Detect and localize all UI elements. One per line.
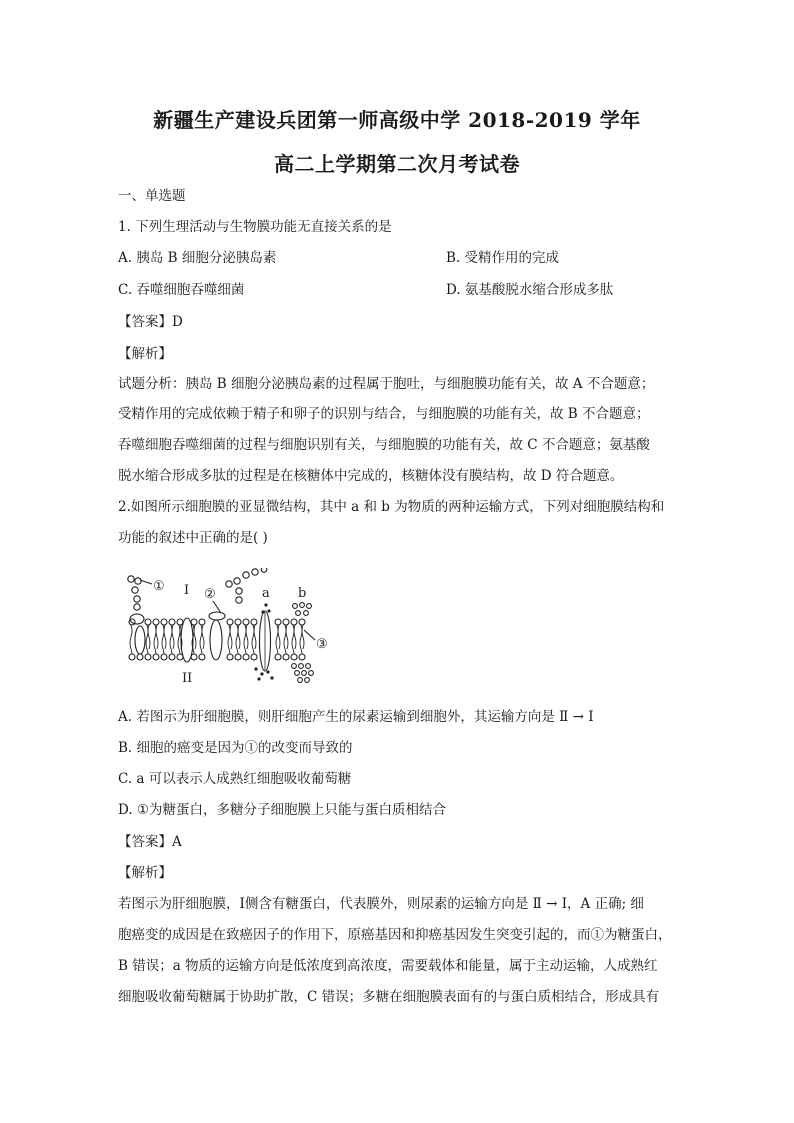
lipid-bilayer (129, 619, 305, 660)
q1-analysis-label: 【解析】 (118, 346, 172, 362)
q2-analysis-line: 细胞吸收葡萄糖属于协助扩散，C 错误；多糖在细胞膜表面有的与蛋白质相结合，形成具有 (118, 989, 660, 1005)
membrane-protein (135, 626, 145, 654)
q2-analysis-line: 胞癌变的成因是在致癌因子的作用下，原癌基因和抑癌基因发生突变引起的，而①为糖蛋白， (118, 927, 672, 943)
figure-label-a: a (262, 586, 270, 601)
q2-answer: 【答案】A (118, 834, 182, 850)
q1-analysis-line: 试题分析：胰岛 B 细胞分泌胰岛素的过程属于胞吐，与细胞膜功能有关，故 A 不合题意； (118, 376, 655, 392)
q2-stem-line: 功能的叙述中正确的是( ) (118, 530, 268, 546)
figure-label-2: ② (204, 587, 216, 602)
q1-analysis-line: 脱水缩合形成多肽的过程是在核糖体中完成的，核糖体没有膜结构，故 D 符合题意。 (118, 468, 624, 484)
q1-option-a: A. 胰岛 B 细胞分泌胰岛素 (118, 250, 277, 266)
q1-option-c: C. 吞噬细胞吞噬细菌 (118, 282, 245, 298)
molecules-b-bottom (292, 664, 314, 683)
q1-answer: 【答案】D (118, 314, 183, 330)
figure-label-II: II (182, 671, 193, 686)
q1-analysis-line: 吞噬细胞吞噬细菌的过程与细胞识别有关，与细胞膜的功能有关，故 C 不合题意；氨基酸 (118, 437, 650, 453)
q2-stem-line: 2.如图所示细胞膜的亚显微结构，其中 a 和 b 为物质的两种运输方式，下列对细胞膜结构和 (118, 499, 665, 515)
q2-analysis-label: 【解析】 (118, 865, 172, 881)
cell-membrane-figure (118, 568, 328, 686)
figure-label-3: ③ (316, 637, 328, 652)
q2-option-d: D. ①为糖蛋白，多糖分子细胞膜上只能与蛋白质相结合 (118, 802, 447, 818)
q2-option-c: C. a 可以表示人成熟红细胞吸收葡萄糖 (118, 771, 352, 787)
exam-title-line-2: 高二上学期第二次月考试卷 (274, 152, 520, 176)
q2-analysis-line: B 错误；a 物质的运输方向是低浓度到高浓度，需要载体和能量，属于主动运输，人成熟红 (118, 958, 658, 974)
q1-option-b: B. 受精作用的完成 (446, 250, 560, 266)
exam-title-line-1: 新疆生产建设兵团第一师高级中学 2018-2019 学年 (153, 108, 641, 132)
molecules-a-bottom (254, 667, 273, 680)
molecules-b-top (293, 603, 312, 616)
figure-label-b: b (298, 586, 307, 601)
q2-analysis-line: 若图示为肝细胞膜，Ⅰ侧含有糖蛋白，代表膜外，则尿素的运输方向是 Ⅱ → Ⅰ，A 正确; 细 (118, 896, 644, 912)
figure-label-I: I (184, 583, 190, 598)
transmembrane-protein (210, 620, 222, 660)
q2-option-a: A. 若图示为肝细胞膜，则肝细胞产生的尿素运输到细胞外，其运输方向是 Ⅱ → Ⅰ (118, 709, 594, 725)
glycolipid-chain-2 (209, 568, 267, 620)
q1-option-d: D. 氨基酸脱水缩合形成多肽 (446, 282, 614, 298)
section-heading: 一、单选题 (118, 188, 186, 204)
transmembrane-protein (181, 618, 193, 662)
q1-analysis-line: 受精作用的完成依赖于精子和卵子的识别与结合，与细胞膜的功能有关，故 B 不合题意； (118, 406, 650, 422)
figure-label-1: ① (153, 579, 165, 594)
q1-stem: 1. 下列生理活动与生物膜功能无直接关系的是 (118, 219, 392, 235)
q2-option-b: B. 细胞的癌变是因为①的改变而导致的 (118, 740, 353, 756)
glycoprotein-chain-1 (128, 576, 152, 624)
